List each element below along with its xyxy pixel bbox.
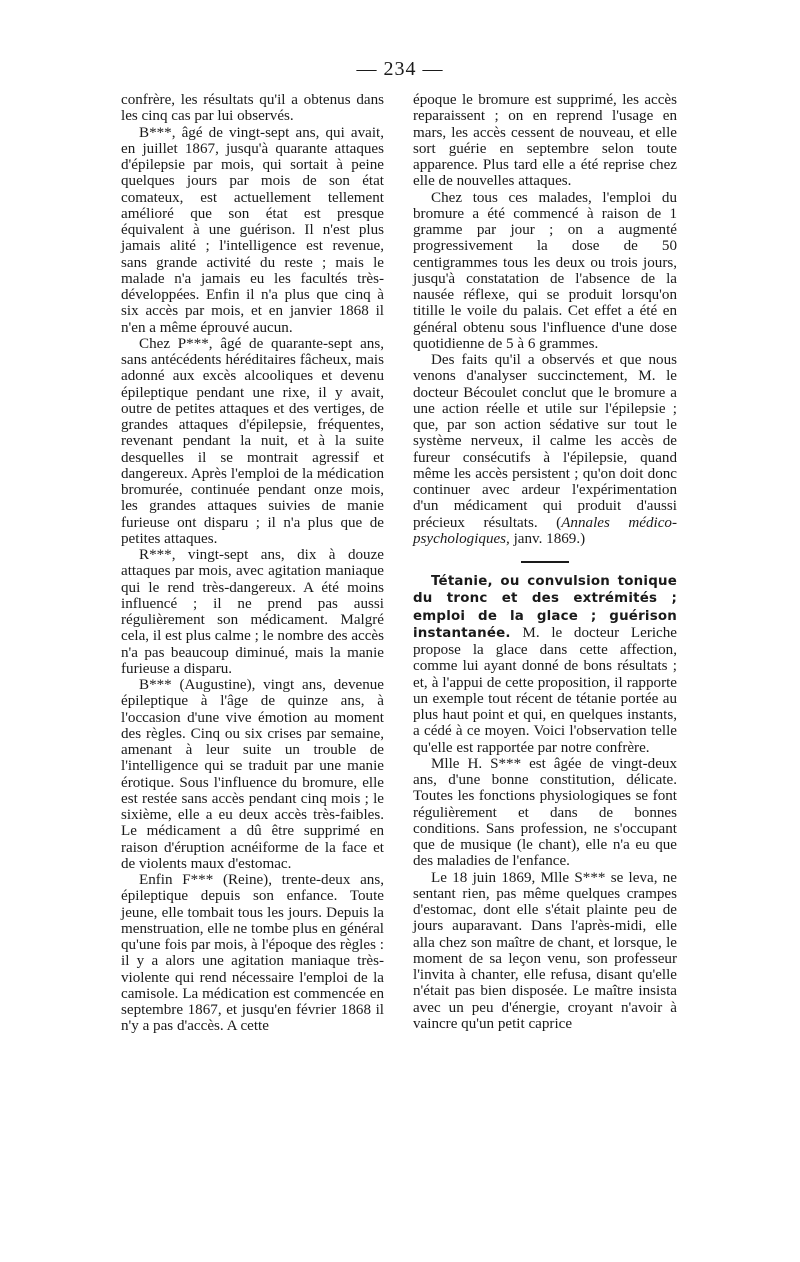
source-citation: Annales médico-psychologiques, (413, 514, 678, 547)
right-column (413, 92, 677, 1032)
paragraph: Mlle H. S*** est âgée de vingt-deux ans, d'une bonne constitution, délicate. Toutes les fonctions physiologiques se font régulièrement et dans de bonnes conditions. Sans profession, ne s'occupant que de musique (le chant), elle n'a eu que des maladies de l'enfance. (413, 755, 677, 870)
paragraph: Le 18 juin 1869, Mlle S*** se leva, ne sentant rien, pas même quelques crampes d'estomac, dont elle s'était plainte peu de jours auparavant. Dans l'après-midi, elle alla chez son maître de chant, et lorsque, le moment de sa leçon venu, son professeur l'invita à chanter, elle refusa, disant qu'elle n'était pas bien disposée. Le maître insista avec un peu d'énergie, croyant n'avoir à vaincre qu'un petit caprice (413, 869, 677, 1032)
paragraph: confrère, les résultats qu'il a obtenus dans les cinq cas par lui observés. (121, 92, 384, 125)
citation-date: janv. 1869.) (509, 530, 586, 547)
paragraph: Chez P***, âgé de quarante-sept ans, sans antécédents héréditaires fâcheux, mais adonné aux excès alcooliques et devenu épileptique pendant une rixe, il y avait, outre de petites attaques et des vertiges, de grandes attaques d'épilepsie, fréquentes, revenant pendant la nuit, et à la suite desquelles il se montrait agressif et dangereux. Après l'emploi de la médication bromurée, continuée pendant onze mois, les grandes attaques suivies de manie furieuse ont disparu ; il n'a plus que de petites attaques. (121, 335, 384, 547)
section-heading: Tétanie, ou convulsion tonique du tronc et des extrémités ; emploi de la glace ; guérison instantanée. (413, 574, 677, 641)
paragraph (413, 352, 677, 547)
page-number: — 234 — (356, 58, 444, 80)
section-divider (521, 561, 569, 563)
section-paragraph (413, 573, 677, 756)
paragraph: Chez tous ces malades, l'emploi du bromure a été commencé à raison de 1 gramme par jour ; on a augmenté progressivement la dose de 50 centigrammes tous les deux ou trois jours, jusqu'à constatation de l'absence de la nausée réflexe, qui se produit lorsqu'on titille le voile du palais. Cet effet a été en général obtenu sous l'influence d'une dose quotidienne de 5 à 6 grammes. (413, 189, 677, 352)
paragraph: B*** (Augustine), vingt ans, devenue épileptique à l'âge de quinze ans, à l'occasion d'une vive émotion au moment des règles. Cinq ou six crises par semaine, amenant à leur suite un trouble de l'intelligence qui se traduit par une manie érotique. Sous l'influence du bromure, elle est restée sans accès pendant cinq mois ; le sixième, elle a eu deux accès très-faibles. Le médicament a dû être supprimé en raison d'éruption acnéiforme de la face et de violents maux d'estomac. (121, 677, 384, 872)
paragraph: R***, vingt-sept ans, dix à douze attaques par mois, avec agitation maniaque qui le rend très-dangereux. A été moins influencé ; il ne prend pas aussi régulièrement son médicament. Malgré cela, il est plus calme ; le nombre des accès n'a pas beaucoup diminué, mais la manie furieuse a disparu. (121, 547, 384, 677)
paragraph: époque le bromure est supprimé, les accès reparaissent ; on en reprend l'usage en mars, les accès cessent de nouveau, et elle sort guérie en septembre selon toute apparence. Plus tard elle a été reprise chez elle de nouvelles attaques. (413, 92, 677, 190)
paragraph-text: M. le docteur Leriche propose la glace dans cette affection, comme lui ayant donné de bons résultats ; et, à l'appui de cette proposition, il rapporte un exemple tout récent de tétanie portée au plus haut point et qui, en quelques instants, a cédé à ce moyen. Voici l'observation telle qu'elle est rapportée par notre confrère. (413, 624, 677, 756)
paragraph-text: Des faits qu'il a observés et que nous venons d'analyser succinctement, M. le docteur Bécoulet conclut que le bromure a une action réelle et utile sur l'épilepsie ; que, par son action sédative sur tout le système nerveux, il calme les accès de fureur consécutifs à l'épilepsie, quand même les accès persistent ; qu'on doit donc continuer avec ardeur l'expérimentation d'un médicament qui produit d'aussi précieux résultats. ( (413, 352, 677, 531)
paragraph: Enfin F*** (Reine), trente-deux ans, épileptique depuis son enfance. Toute jeune, elle tombait tous les jours. Depuis la menstruation, elle ne tombe plus en général qu'une fois par mois, à l'époque des règles : il y a alors une agitation maniaque très-violente qui rend nécessaire l'emploi de la camisole. La médication est commencée en septembre 1867, et jusqu'en février 1868 il n'y a pas d'accès. A cette (121, 872, 384, 1035)
left-column (121, 92, 384, 1035)
paragraph: B***, âgé de vingt-sept ans, qui avait, en juillet 1867, jusqu'à quarante attaques d'épilepsie par mois, qui sortait à peine quelques jours par mois de son état comateux, est actuellement tellement amélioré que son état est presque équivalent à une guérison. Il n'est plus jamais alité ; l'intelligence est revenue, sans grande activité du reste ; mais le malade n'a jamais eu les facultés très-développées. Enfin il n'a plus que cinq à six accès par mois, et en janvier 1868 il n'en a même éprouvé aucun. (121, 124, 384, 336)
